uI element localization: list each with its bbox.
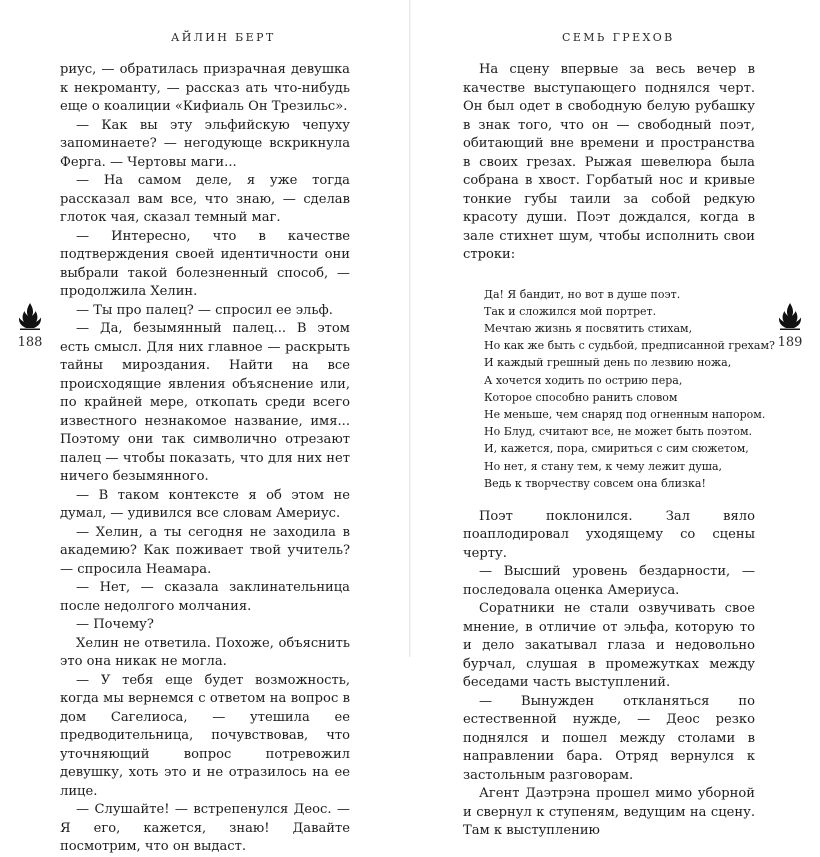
poem-line: Но Блуд, считают все, не может быть поэтом.	[484, 425, 752, 439]
paragraph: — Вынужден откланяться по естественной нужде, — Деос резко поднялся и пошел между столами в направлении бара. Отряд вернулся к застольным разговорам.	[463, 693, 755, 783]
paragraph: — На самом деле, я уже тогда рассказал вам все, что знаю, — сделав глоток чая, сказал темный маг.	[60, 173, 350, 225]
poem-line: А хочется ходить по острию пера,	[484, 373, 683, 387]
paragraph: риус, — обратилась призрачная девушка к некроманту, — рассказ ать что-нибудь еще о коалиции «Кифиаль Он Трезильс».	[60, 62, 350, 114]
paragraph: Агент Даэтрэна прошел мимо уборной и свернул к ступеням, ведущим на сцену. Там к выступлению	[463, 786, 755, 839]
poem-line: И каждый грешный день по лезвию ножа,	[484, 356, 732, 370]
paragraph: — Почему?	[76, 617, 154, 632]
paragraph: На сцену впервые за весь вечер в качестве выступающего поднялся черт. Он был одет в свободную белую рубашку в знак того, что он — свободный поэт, обитающий вне времени и пространства в своих грезах. Рыжая шевелюра была собрана в хвост. Горбатый нос и кривые тонкие губы таили за собой редкую красоту души. Поэт дождался, когда в зале стихнет шум, чтобы исполнить свои строки:	[463, 62, 755, 262]
paragraph: — Хелин, а ты сегодня не заходила в академию? Как поживает твой учитель? — спросила Неамара.	[60, 524, 350, 577]
left-page-text	[60, 61, 350, 857]
left-folio	[10, 302, 50, 350]
paragraph: — Интересно, что в качестве подтверждения своей идентичности они выбрали такой болезненный способ, — продолжила Хелин.	[60, 228, 350, 299]
poem-line: Не меньше, чем снаряд под огненным напором.	[484, 407, 766, 421]
right-page	[411, 0, 820, 839]
poem-line: Мечтаю жизнь я посвятить стихам,	[484, 321, 693, 335]
paragraph: Соратники не стали озвучивать свое мнение, в отличие от эльфа, которую то и дело закатывал глаза и недовольно бурчал, слушая в промежутках между беседами часть выступлений.	[463, 601, 755, 691]
flame-icon	[777, 302, 803, 330]
right-folio	[770, 302, 810, 350]
paragraph: — Высший уровень бездарности, — последовала оценка Америуса.	[463, 564, 755, 598]
poem-line: Так и сложился мой портрет.	[484, 304, 657, 318]
poem-line: Которое способно ранить словом	[484, 390, 678, 404]
poem	[463, 286, 775, 492]
running-head-author: АЙЛИН БЕРТ	[171, 31, 276, 44]
paragraph: — Ты про палец? — спросил ее эльф.	[76, 302, 333, 318]
running-head-title: СЕМЬ ГРЕХОВ	[562, 31, 675, 44]
poem-line: Но как же быть с судьбой, предписанной грехам?	[484, 339, 775, 353]
poem-line: Но нет, я стану тем, к чему лежит душа,	[484, 459, 723, 473]
poem-line: И, кажется, пора, смириться с сим сюжетом,	[484, 442, 749, 456]
paragraph: — Слушайте! — встрепенулся Деос. — Я его, кажется, знаю! Давайте посмотрим, что он выдаст.	[60, 802, 350, 854]
poem-line: Да! Я бандит, но вот в душе поэт.	[484, 287, 681, 301]
left-page	[0, 0, 409, 854]
paragraph: Поэт поклонился. Зал вяло поаплодировал уходящему со сцены черту.	[463, 508, 755, 561]
paragraph: — Как вы эту эльфийскую чепуху запоминаете? — негодующе вскрикнула Ферга. — Чертовы маги...	[60, 117, 350, 170]
poem-line: Ведь к творчеству совсем она близка!	[484, 476, 706, 490]
page-number: 188	[17, 335, 43, 350]
paragraph: — В таком контексте я об этом не думал, — удивился все словам Америус.	[60, 487, 350, 521]
paragraph: — У тебя еще будет возможность, когда мы вернемся с ответом на вопрос в дом Сагелиоса, — утешила ее предводительница, почувствовав, что уточняющий вопрос потревожил девушку, хоть это и не отразилось на ее лице.	[60, 672, 350, 799]
paragraph: — Да, безымянный палец... В этом есть смысл. Для них главное — раскрыть тайны мироздания. Найти на все происходящие явления объяснение или, по крайней мере, откопать среди всего известного незнакомое название, имя... Поэтому они так символично отрезают палец — чтобы показать, что для них нет ничего безымянного.	[60, 321, 350, 484]
right-page-text	[463, 61, 775, 841]
page-number: 189	[777, 335, 803, 350]
flame-icon	[17, 302, 43, 330]
paragraph: Хелин не ответила. Похоже, объяснить это она никак не могла.	[60, 635, 350, 669]
paragraph: — Нет, — сказала заклинательница после недолгого молчания.	[60, 580, 350, 614]
